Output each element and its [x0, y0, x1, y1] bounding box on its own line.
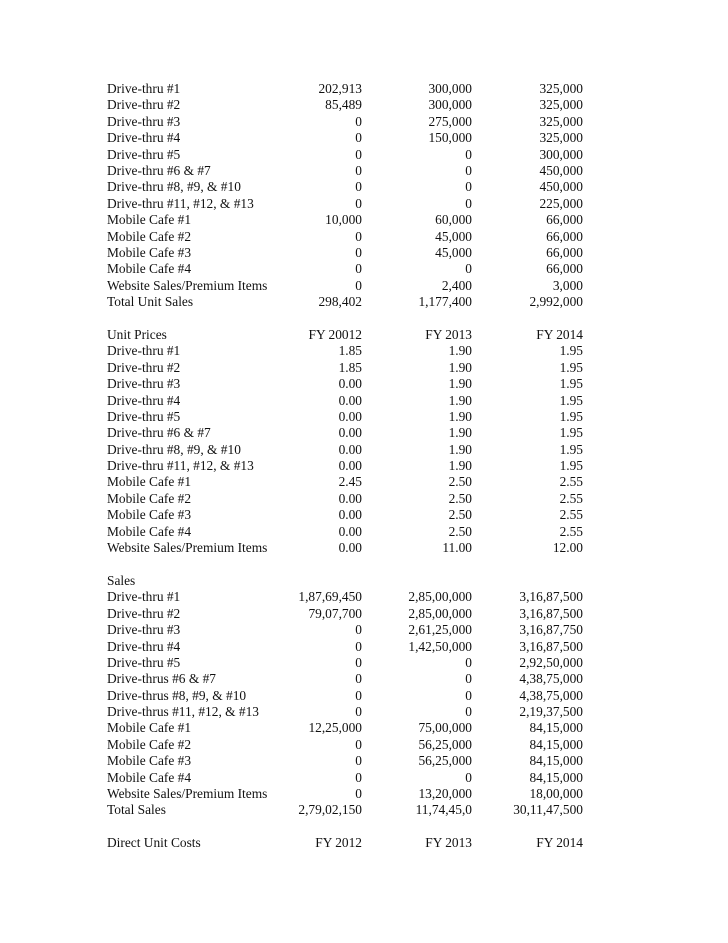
- row-label: Drive-thru #2: [107, 97, 181, 113]
- table-row: [107, 196, 585, 212]
- table-row: [107, 360, 585, 376]
- fy2013-value: 2.50: [448, 474, 472, 490]
- row-label: Mobile Cafe #2: [107, 490, 192, 506]
- fy2014-value: 1.95: [559, 343, 583, 359]
- fy2012-value: 1,87,69,450: [298, 589, 362, 605]
- fy2012-value: 0.00: [338, 376, 362, 392]
- table-row: [107, 409, 585, 425]
- row-label: Drive-thru #11, #12, & #13: [107, 458, 254, 474]
- fy2014-value: 84,15,000: [529, 753, 583, 769]
- row-label: Direct Unit Costs: [107, 835, 201, 851]
- table-row: [107, 491, 585, 507]
- fy2014-value: 84,15,000: [529, 769, 583, 785]
- table-row: [107, 573, 585, 589]
- table-row: [107, 622, 585, 638]
- unit-sales-section: [107, 81, 585, 310]
- fy2012-value: 0: [355, 228, 362, 244]
- fy2012-value: 0: [355, 671, 362, 687]
- table-row: [107, 97, 585, 113]
- fy2012-value: 0: [355, 162, 362, 178]
- fy2012-value: 0.00: [338, 408, 362, 424]
- fy2013-value: FY 2013: [425, 326, 472, 342]
- fy2012-value: 0.00: [338, 490, 362, 506]
- fy2012-value: 202,913: [318, 81, 362, 96]
- table-row: [107, 343, 585, 359]
- row-label: Drive-thru #6 & #7: [107, 162, 211, 178]
- fy2013-value: 150,000: [428, 130, 472, 146]
- table-row: [107, 540, 585, 556]
- fy2013-value: 2,85,00,000: [408, 605, 472, 621]
- table-row: [107, 147, 585, 163]
- row-label: Website Sales/Premium Items: [107, 786, 268, 802]
- fy2012-value: 0: [355, 753, 362, 769]
- fy2013-value: 0: [465, 654, 472, 670]
- fy2014-value: 325,000: [539, 97, 583, 113]
- row-label: Mobile Cafe #3: [107, 753, 192, 769]
- fy2014-value: 3,16,87,750: [519, 622, 583, 638]
- fy2013-value: 60,000: [435, 212, 472, 228]
- fy2013-value: 1.90: [448, 392, 472, 408]
- fy2013-value: 11,74,45,0: [415, 802, 472, 818]
- fy2013-value: 1.90: [448, 425, 472, 441]
- row-label: Drive-thru #2: [107, 359, 181, 375]
- table-row: [107, 376, 585, 392]
- row-label: Mobile Cafe #4: [107, 523, 192, 539]
- fy2014-value: 450,000: [539, 162, 583, 178]
- unit-prices-section: [107, 327, 585, 556]
- fy2012-value: 1.85: [338, 343, 362, 359]
- row-label: Drive-thrus #11, #12, & #13: [107, 704, 259, 720]
- row-label: Mobile Cafe #2: [107, 736, 192, 752]
- fy2014-value: 30,11,47,500: [513, 802, 583, 818]
- table-row: [107, 278, 585, 294]
- fy2013-value: 1.90: [448, 343, 472, 359]
- table-row: [107, 753, 585, 769]
- fy2013-value: 275,000: [428, 113, 472, 129]
- fy2013-value: 300,000: [428, 97, 472, 113]
- fy2012-value: 0: [355, 704, 362, 720]
- fy2013-value: 1,177,400: [418, 294, 472, 310]
- fy2013-value: 13,20,000: [418, 786, 472, 802]
- fy2012-value: 0.00: [338, 441, 362, 457]
- fy2013-value: 2,61,25,000: [408, 622, 472, 638]
- fy2012-value: 85,489: [325, 97, 362, 113]
- fy2014-value: 3,16,87,500: [519, 605, 583, 621]
- fy2013-value: 1.90: [448, 441, 472, 457]
- fy2013-value: 45,000: [435, 228, 472, 244]
- fy2013-value: FY 2013: [425, 835, 472, 851]
- fy2012-value: 10,000: [325, 212, 362, 228]
- fy2014-value: 84,15,000: [529, 720, 583, 736]
- fy2013-value: 56,25,000: [418, 736, 472, 752]
- row-label: Total Unit Sales: [107, 294, 194, 310]
- table-row: [107, 294, 585, 310]
- fy2014-value: 4,38,75,000: [519, 687, 583, 703]
- fy2012-value: 0: [355, 179, 362, 195]
- table-row: [107, 261, 585, 277]
- fy2012-value: 0.00: [338, 458, 362, 474]
- row-label: Drive-thrus #6 & #7: [107, 671, 216, 687]
- fy2014-value: 2,19,37,500: [519, 704, 583, 720]
- fy2012-value: 0: [355, 113, 362, 129]
- table-row: [107, 524, 585, 540]
- table-row: [107, 458, 585, 474]
- row-label: Website Sales/Premium Items: [107, 540, 268, 556]
- fy2014-value: 300,000: [539, 146, 583, 162]
- table-row: [107, 606, 585, 622]
- fy2014-value: 225,000: [539, 195, 583, 211]
- table-row: [107, 130, 585, 146]
- fy2014-value: 1.95: [559, 408, 583, 424]
- table-row: [107, 245, 585, 261]
- row-label: Drive-thru #8, #9, & #10: [107, 441, 241, 457]
- row-label: Mobile Cafe #4: [107, 769, 192, 785]
- fy2014-value: 12.00: [552, 540, 583, 556]
- table-row: [107, 835, 585, 851]
- table-row: [107, 425, 585, 441]
- table-row: [107, 688, 585, 704]
- fy2012-value: 0: [355, 146, 362, 162]
- fy2013-value: 2.50: [448, 523, 472, 539]
- fy2012-value: 0: [355, 638, 362, 654]
- fy2013-value: 0: [465, 671, 472, 687]
- fy2012-value: 2.45: [338, 474, 362, 490]
- fy2013-value: 2,400: [441, 277, 472, 293]
- fy2012-value: 0: [355, 654, 362, 670]
- fy2014-value: 18,00,000: [529, 786, 583, 802]
- fy2013-value: 0: [465, 704, 472, 720]
- fy2013-value: 1.90: [448, 458, 472, 474]
- table-row: [107, 639, 585, 655]
- fy2014-value: 4,38,75,000: [519, 671, 583, 687]
- fy2014-value: 1.95: [559, 392, 583, 408]
- table-row: [107, 720, 585, 736]
- fy2014-value: FY 2014: [536, 326, 583, 342]
- fy2014-value: 2.55: [559, 490, 583, 506]
- fy2012-value: 0: [355, 687, 362, 703]
- fy2014-value: 84,15,000: [529, 736, 583, 752]
- fy2012-value: 0.00: [338, 392, 362, 408]
- table-row: [107, 474, 585, 490]
- row-label: Drive-thru #3: [107, 376, 181, 392]
- fy2013-value: 0: [465, 261, 472, 277]
- fy2014-value: 2.55: [559, 507, 583, 523]
- fy2014-value: 325,000: [539, 81, 583, 96]
- row-label: Drive-thru #3: [107, 113, 181, 129]
- fy2013-value: 0: [465, 146, 472, 162]
- fy2012-value: 0.00: [338, 523, 362, 539]
- table-row: [107, 393, 585, 409]
- table-row: [107, 671, 585, 687]
- row-label: Drive-thru #5: [107, 146, 181, 162]
- fy2013-value: 0: [465, 195, 472, 211]
- fy2012-value: FY 20012: [308, 326, 362, 342]
- table-row: [107, 114, 585, 130]
- fy2014-value: 66,000: [546, 212, 583, 228]
- table-row: [107, 442, 585, 458]
- fy2013-value: 11.00: [442, 540, 472, 556]
- row-label: Website Sales/Premium Items: [107, 277, 268, 293]
- row-label: Drive-thru #4: [107, 392, 181, 408]
- row-label: Mobile Cafe #3: [107, 507, 192, 523]
- fy2012-value: 2,79,02,150: [298, 802, 362, 818]
- financial-table: [107, 81, 585, 852]
- fy2012-value: 0.00: [338, 540, 362, 556]
- fy2014-value: 2,92,50,000: [519, 654, 583, 670]
- table-row: [107, 786, 585, 802]
- fy2013-value: 2.50: [448, 507, 472, 523]
- fy2013-value: 1.90: [448, 376, 472, 392]
- table-row: [107, 737, 585, 753]
- fy2012-value: 79,07,700: [308, 605, 362, 621]
- fy2012-value: 0: [355, 622, 362, 638]
- fy2013-value: 75,00,000: [418, 720, 472, 736]
- fy2012-value: 0: [355, 130, 362, 146]
- fy2012-value: 0: [355, 261, 362, 277]
- direct-unit-costs-section: [107, 835, 585, 851]
- fy2014-value: 2.55: [559, 474, 583, 490]
- row-label: Drive-thru #5: [107, 408, 181, 424]
- row-label: Mobile Cafe #4: [107, 261, 192, 277]
- fy2012-value: 0.00: [338, 507, 362, 523]
- row-label: Mobile Cafe #2: [107, 228, 192, 244]
- fy2014-value: 3,000: [552, 277, 583, 293]
- table-row: [107, 802, 585, 818]
- fy2012-value: 0: [355, 195, 362, 211]
- row-label: Mobile Cafe #1: [107, 720, 192, 736]
- row-label: Mobile Cafe #3: [107, 244, 192, 260]
- fy2012-value: 0: [355, 769, 362, 785]
- row-label: Drive-thru #8, #9, & #10: [107, 179, 241, 195]
- fy2012-value: 0: [355, 277, 362, 293]
- row-label: Drive-thru #4: [107, 638, 181, 654]
- fy2013-value: 1.90: [448, 359, 472, 375]
- fy2014-value: 2,992,000: [529, 294, 583, 310]
- fy2012-value: 298,402: [318, 294, 362, 310]
- fy2013-value: 2,85,00,000: [408, 589, 472, 605]
- row-label: Unit Prices: [107, 326, 167, 342]
- row-label: Drive-thru #11, #12, & #13: [107, 195, 254, 211]
- table-row: [107, 507, 585, 523]
- row-label: Mobile Cafe #1: [107, 474, 192, 490]
- fy2012-value: 12,25,000: [308, 720, 362, 736]
- table-row: [107, 589, 585, 605]
- row-label: Drive-thru #1: [107, 589, 181, 605]
- fy2013-value: 45,000: [435, 244, 472, 260]
- fy2013-value: 1.90: [448, 408, 472, 424]
- table-row: [107, 212, 585, 228]
- table-row: [107, 163, 585, 179]
- fy2012-value: 0: [355, 736, 362, 752]
- fy2014-value: 450,000: [539, 179, 583, 195]
- fy2013-value: 56,25,000: [418, 753, 472, 769]
- fy2014-value: 1.95: [559, 359, 583, 375]
- fy2014-value: 1.95: [559, 458, 583, 474]
- fy2014-value: 325,000: [539, 130, 583, 146]
- fy2012-value: 0.00: [338, 425, 362, 441]
- table-row: [107, 704, 585, 720]
- row-label: Total Sales: [107, 802, 166, 818]
- fy2014-value: 1.95: [559, 376, 583, 392]
- row-label: Drive-thru #4: [107, 130, 181, 146]
- row-label: Drive-thru #5: [107, 654, 181, 670]
- fy2014-value: 325,000: [539, 113, 583, 129]
- table-row: [107, 770, 585, 786]
- fy2013-value: 0: [465, 769, 472, 785]
- table-row: [107, 229, 585, 245]
- row-label: Drive-thru #1: [107, 343, 181, 359]
- fy2014-value: FY 2014: [536, 835, 583, 851]
- fy2013-value: 0: [465, 162, 472, 178]
- row-label: Sales: [107, 572, 136, 588]
- fy2014-value: 3,16,87,500: [519, 589, 583, 605]
- fy2013-value: 300,000: [428, 81, 472, 96]
- fy2012-value: 0: [355, 786, 362, 802]
- fy2014-value: 66,000: [546, 244, 583, 260]
- fy2014-value: 1.95: [559, 441, 583, 457]
- fy2014-value: 66,000: [546, 228, 583, 244]
- row-label: Mobile Cafe #1: [107, 212, 192, 228]
- fy2013-value: 0: [465, 687, 472, 703]
- table-row: [107, 327, 585, 343]
- fy2014-value: 2.55: [559, 523, 583, 539]
- fy2014-value: 1.95: [559, 425, 583, 441]
- fy2013-value: 2.50: [448, 490, 472, 506]
- fy2013-value: 0: [465, 179, 472, 195]
- row-label: Drive-thrus #8, #9, & #10: [107, 687, 247, 703]
- fy2012-value: 1.85: [338, 359, 362, 375]
- table-row: [107, 179, 585, 195]
- row-label: Drive-thru #2: [107, 605, 181, 621]
- fy2012-value: FY 2012: [315, 835, 362, 851]
- table-row: [107, 81, 585, 97]
- fy2012-value: 0: [355, 244, 362, 260]
- fy2014-value: 66,000: [546, 261, 583, 277]
- sales-section: [107, 573, 585, 819]
- table-row: [107, 655, 585, 671]
- fy2013-value: 1,42,50,000: [408, 638, 472, 654]
- row-label: Drive-thru #6 & #7: [107, 425, 211, 441]
- fy2014-value: 3,16,87,500: [519, 638, 583, 654]
- row-label: Drive-thru #3: [107, 622, 181, 638]
- row-label: Drive-thru #1: [107, 81, 181, 96]
